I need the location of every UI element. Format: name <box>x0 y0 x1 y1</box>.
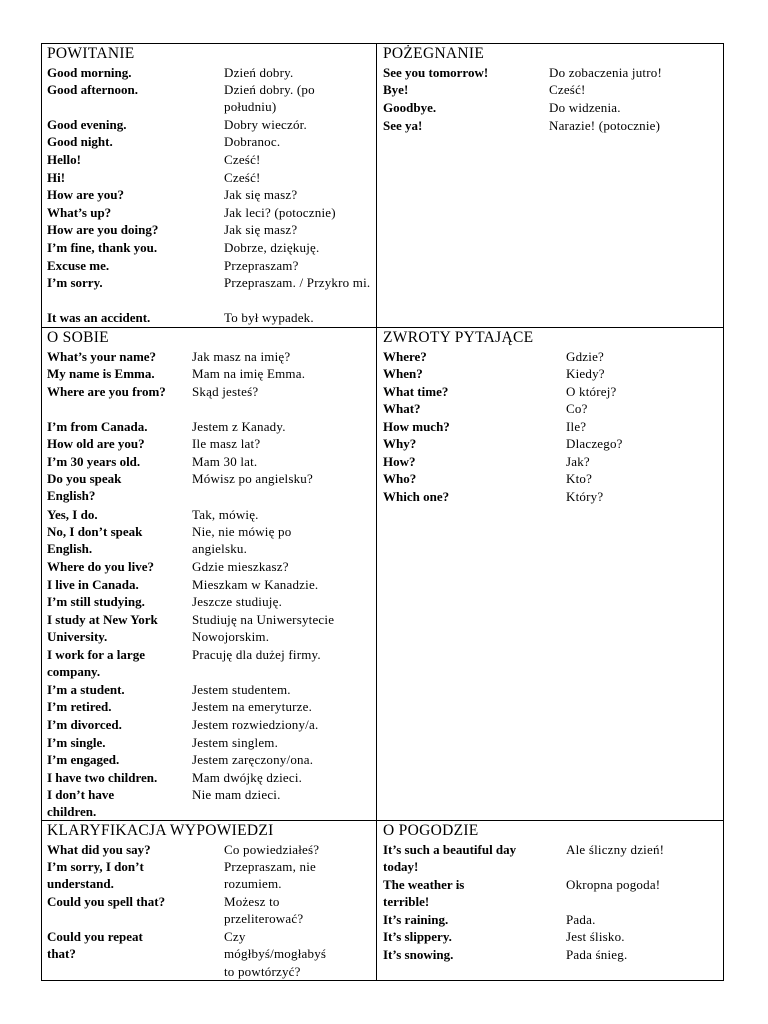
polish-translation: Ale śliczny dzień! <box>566 842 665 857</box>
english-phrase: Could you spell that? <box>47 894 166 909</box>
polish-translation: O której? <box>566 384 617 399</box>
english-phrase: No, I don’t speak English. <box>47 524 143 557</box>
column-divider <box>376 43 377 981</box>
english-phrase: It’s slippery. <box>383 929 452 944</box>
polish-translation: Przepraszam. / Przykro mi. <box>224 275 371 290</box>
english-phrase: I’m fine, thank you. <box>47 240 158 255</box>
english-phrase: How much? <box>383 419 450 434</box>
polish-translation: Cześć! <box>549 82 586 97</box>
polish-translation: Dobranoc. <box>224 134 281 149</box>
polish-translation: Narazie! (potocznie) <box>549 118 661 133</box>
english-phrase: Hi! <box>47 170 66 185</box>
polish-translation: Możesz to przeliterować? <box>224 894 304 927</box>
english-phrase: It’s raining. <box>383 912 449 927</box>
polish-translation: Cześć! <box>224 152 261 167</box>
polish-translation: Jak się masz? <box>224 187 298 202</box>
english-phrase: I work for a large company. <box>47 647 145 680</box>
english-phrase: I’m still studying. <box>47 594 145 609</box>
polish-translation: Jestem rozwiedziony/a. <box>192 717 319 732</box>
english-phrase: I’m from Canada. <box>47 419 148 434</box>
polish-translation: Jestem z Kanady. <box>192 419 286 434</box>
english-phrase: I’m single. <box>47 735 106 750</box>
english-phrase: When? <box>383 366 423 381</box>
polish-translation: Dzień dobry. <box>224 65 294 80</box>
polish-translation: Co powiedziałeś? <box>224 842 320 857</box>
english-phrase: Good morning. <box>47 65 132 80</box>
polish-translation: Jak się masz? <box>224 222 298 237</box>
section-title: KLARYFIKACJA WYPOWIEDZI <box>47 822 274 839</box>
polish-translation: Jak leci? (potocznie) <box>224 205 336 220</box>
english-phrase: How old are you? <box>47 436 145 451</box>
english-phrase: I’m sorry. <box>47 275 103 290</box>
section-o-pogodzie <box>383 822 719 972</box>
section-zwroty-pytajace <box>383 329 719 509</box>
polish-translation: Do zobaczenia jutro! <box>549 65 663 80</box>
english-phrase: It’s such a beautiful day today! <box>383 842 517 875</box>
polish-translation: Jestem studentem. <box>192 682 291 697</box>
polish-translation: Nie, nie mówię po angielsku. <box>192 524 292 557</box>
section-title: POŻEGNANIE <box>383 45 485 62</box>
polish-translation: Pada. <box>566 912 596 927</box>
polish-translation: Przepraszam? <box>224 258 299 273</box>
english-phrase: Excuse me. <box>47 258 110 273</box>
polish-translation: Ile masz lat? <box>192 436 261 451</box>
polish-translation: Mam 30 lat. <box>192 454 258 469</box>
english-phrase: How are you? <box>47 187 125 202</box>
english-phrase: I’m a student. <box>47 682 125 697</box>
polish-translation: Pracuję dla dużej firmy. <box>192 647 321 662</box>
polish-translation: Kiedy? <box>566 366 605 381</box>
polish-translation: Dzień dobry. (po południu) <box>224 82 315 115</box>
section-title: O SOBIE <box>47 329 109 346</box>
english-phrase: Which one? <box>383 489 450 504</box>
english-phrase: I’m divorced. <box>47 717 122 732</box>
english-phrase: It was an accident. <box>47 310 151 325</box>
section-title: O POGODZIE <box>383 822 479 839</box>
polish-translation: Gdzie? <box>566 349 605 364</box>
polish-translation: Jeszcze studiuję. <box>192 594 283 609</box>
english-phrase: Do you speak English? <box>47 471 122 504</box>
section-pozegnanie <box>383 45 719 145</box>
english-phrase: Yes, I do. <box>47 507 98 522</box>
polish-translation: Jestem singlem. <box>192 735 279 750</box>
english-phrase: It’s snowing. <box>383 947 454 962</box>
polish-translation: Cześć! <box>224 170 261 185</box>
polish-translation: Czy mógłbyś/mogłabyś to powtórzyć? <box>224 929 327 979</box>
english-phrase: Hello! <box>47 152 81 167</box>
polish-translation: Tak, mówię. <box>192 507 259 522</box>
english-phrase: How? <box>383 454 416 469</box>
english-phrase: I study at New York University. <box>47 612 158 645</box>
english-phrase: Goodbye. <box>383 100 437 115</box>
polish-translation: Studiuję na Uniwersytecie Nowojorskim. <box>192 612 335 645</box>
polish-translation: Dobry wieczór. <box>224 117 307 132</box>
english-phrase: Could you repeat that? <box>47 929 143 962</box>
polish-translation: Który? <box>566 489 604 504</box>
english-phrase: What did you say? <box>47 842 151 857</box>
english-phrase: Where are you from? <box>47 384 166 399</box>
english-phrase: I’m sorry, I don’t understand. <box>47 859 144 892</box>
english-phrase: Why? <box>383 436 417 451</box>
polish-translation: Do widzenia. <box>549 100 621 115</box>
row-divider <box>41 327 724 328</box>
english-phrase: What’s up? <box>47 205 112 220</box>
polish-translation: Skąd jesteś? <box>192 384 259 399</box>
english-phrase: How are you doing? <box>47 222 159 237</box>
polish-translation: Dlaczego? <box>566 436 623 451</box>
polish-translation: Jak? <box>566 454 590 469</box>
english-phrase: I have two children. <box>47 770 158 785</box>
english-phrase: Good evening. <box>47 117 127 132</box>
polish-translation: Mam dwójkę dzieci. <box>192 770 303 785</box>
english-phrase: What’s your name? <box>47 349 157 364</box>
polish-translation: Jak masz na imię? <box>192 349 291 364</box>
english-phrase: I’m retired. <box>47 699 112 714</box>
polish-translation: To był wypadek. <box>224 310 314 325</box>
english-phrase: Where? <box>383 349 427 364</box>
polish-translation: Mówisz po angielsku? <box>192 471 313 486</box>
polish-translation: Gdzie mieszkasz? <box>192 559 289 574</box>
polish-translation: Jestem na emeryturze. <box>192 699 313 714</box>
english-phrase: Good afternoon. <box>47 82 138 97</box>
english-phrase: I’m 30 years old. <box>47 454 141 469</box>
english-phrase: Bye! <box>383 82 409 97</box>
polish-translation: Jest ślisko. <box>566 929 625 944</box>
polish-translation: Kto? <box>566 471 593 486</box>
section-powitanie <box>47 45 372 325</box>
section-o-sobie <box>47 329 372 819</box>
english-phrase: I don’t have children. <box>47 787 115 820</box>
polish-translation: Jestem zaręczony/ona. <box>192 752 314 767</box>
polish-translation: Pada śnieg. <box>566 947 628 962</box>
english-phrase: See you tomorrow! <box>383 65 489 80</box>
english-phrase: I live in Canada. <box>47 577 139 592</box>
english-phrase: What time? <box>383 384 449 399</box>
english-phrase: The weather is terrible! <box>383 877 465 910</box>
english-phrase: See ya! <box>383 118 423 133</box>
polish-translation: Co? <box>566 401 588 416</box>
polish-translation: Mieszkam w Kanadzie. <box>192 577 319 592</box>
polish-translation: Nie mam dzieci. <box>192 787 281 802</box>
section-klaryfikacja <box>47 822 372 980</box>
english-phrase: What? <box>383 401 421 416</box>
section-title: POWITANIE <box>47 45 135 62</box>
english-phrase: Good night. <box>47 134 113 149</box>
polish-translation: Okropna pogoda! <box>566 877 661 892</box>
english-phrase: My name is Emma. <box>47 366 155 381</box>
section-title: ZWROTY PYTAJĄCE <box>383 329 534 346</box>
english-phrase: Where do you live? <box>47 559 155 574</box>
polish-translation: Mam na imię Emma. <box>192 366 306 381</box>
english-phrase: I’m engaged. <box>47 752 120 767</box>
english-phrase: Who? <box>383 471 417 486</box>
polish-translation: Ile? <box>566 419 587 434</box>
polish-translation: Przepraszam, nie rozumiem. <box>224 859 316 892</box>
polish-translation: Dobrze, dziękuję. <box>224 240 320 255</box>
